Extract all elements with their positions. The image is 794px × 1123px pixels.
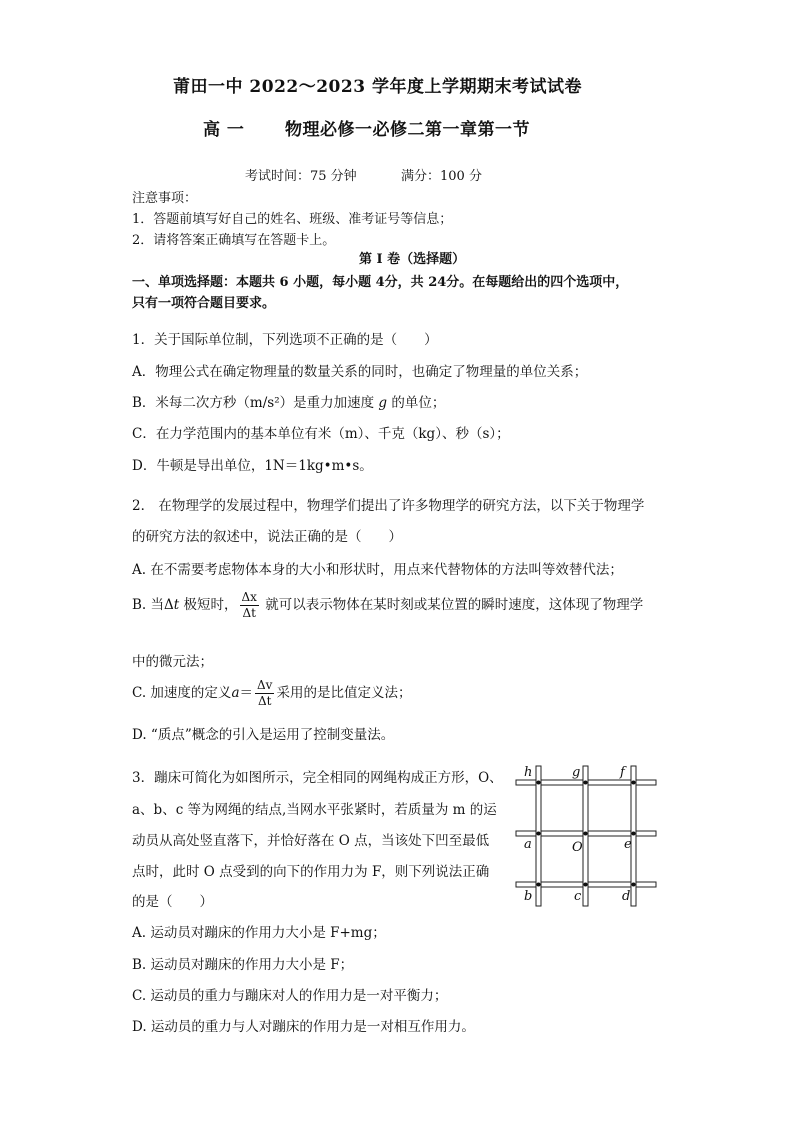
node-e — [632, 832, 636, 836]
q2-c-fraction: $\frac{\Delta v}{\Delta t}$ — [257, 678, 273, 708]
q3-stem-3: 动员从高处竖直落下，并恰好落在 O 点，当该处下凹至最低 — [132, 833, 490, 849]
label-h: h — [524, 765, 533, 780]
node-b — [537, 883, 541, 887]
node-o — [584, 832, 588, 836]
q3-stem-2: a、b、c 等为网绳的结点,当网水平张紧时，若质量为 m 的运 — [132, 802, 497, 818]
q3-stem-1: 3．蹦床可简化为如图所示，完全相同的网绳构成正方形，O、 — [132, 770, 503, 786]
q3-option-a: A. 运动员对蹦床的作用力大小是 F+mg； — [132, 925, 386, 941]
q2-stem-2: 的研究方法的叙述中，说法正确的是（ ） — [132, 529, 402, 545]
trampoline-net-figure — [510, 760, 660, 910]
q3-option-d: D. 运动员的重力与人对蹦床的作用力是一对相互作用力。 — [132, 1019, 475, 1035]
section-title: 第 I 卷（选择题） — [359, 252, 466, 267]
section-instruction-2: 只有一项符合题目要求。 — [132, 296, 276, 311]
label-a: a — [524, 837, 532, 852]
q3-stem-5: 的是（ ） — [132, 894, 213, 910]
notes-item-1: 1．答题前填写好自己的姓名、班级、准考证号等信息； — [132, 212, 453, 227]
label-c: c — [574, 889, 582, 904]
node-f — [632, 781, 636, 785]
q1-option-a: A．物理公式在确定物理量的数量关系的同时，也确定了物理量的单位关系； — [132, 364, 588, 380]
full-score: 满分：100 分 — [401, 169, 482, 184]
q2-option-c: C. 加速度的定义a＝ $\frac{\Delta v}{\Delta t}$ 采用的是比值定义法； — [132, 678, 412, 708]
q2-option-b-cont: 中的微元法； — [132, 654, 213, 670]
q2-option-d: D. “质点”概念的引入是运用了控制变量法。 — [132, 727, 395, 743]
label-g: g — [572, 765, 581, 780]
q1-option-b: B．米每二次方秒（m/s²）是重力加速度 g 的单位； — [132, 395, 446, 411]
q2-option-a: A. 在不需要考虑物体本身的大小和形状时，用点来代替物体的方法叫等效替代法； — [132, 562, 623, 578]
exam-title: 莆田一中 2022～2023 学年度上学期期末考试试卷 — [173, 77, 582, 97]
label-b: b — [524, 889, 533, 904]
q2-stem-1: 2． 在物理学的发展过程中，物理学们提出了许多物理学的研究方法，以下关于物理学 — [132, 498, 645, 514]
node-c — [584, 883, 588, 887]
grade-label: 高 一 — [203, 120, 245, 140]
node-g — [584, 781, 588, 785]
q1-option-d: D．牛顿是导出单位，1N＝1kg•m•s。 — [132, 458, 373, 474]
node-a — [537, 832, 541, 836]
q3-stem-4: 点时，此时 O 点受到的向下的作用力为 F，则下列说法正确 — [132, 864, 490, 880]
node-h — [537, 781, 541, 785]
q1-option-c: C．在力学范围内的基本单位有米（m）、千克（kg）、秒（s）； — [132, 426, 510, 442]
notes-heading: 注意事项： — [132, 191, 198, 206]
q1-stem: 1．关于国际单位制，下列选项不正确的是（ ） — [132, 332, 438, 348]
exam-time: 考试时间：75 分钟 — [245, 169, 357, 184]
node-d — [632, 883, 636, 887]
subject-label: 物理必修一必修二第一章第一节 — [285, 120, 530, 140]
q2-option-b: B. 当Δt 极短时， $\frac{\Delta x}{\Delta t}$ 就可以表示物体在某时刻或某位置的瞬时速度，这体现了物理学 — [132, 590, 644, 620]
q3-option-b: B. 运动员对蹦床的作用力大小是 F； — [132, 957, 354, 973]
label-o: O — [572, 840, 583, 855]
label-d: d — [622, 889, 631, 904]
notes-item-2: 2．请将答案正确填写在答题卡上。 — [132, 233, 336, 248]
q2-b-fraction: $\frac{\Delta x}{\Delta t}$ — [241, 590, 257, 620]
section-instruction-1: 一、单项选择题：本题共 6 小题，每小题 4分，共 24分。在每题给出的四个选项中， — [132, 275, 629, 290]
label-e: e — [624, 837, 632, 852]
label-f: f — [620, 765, 625, 780]
q3-option-c: C. 运动员的重力与蹦床对人的作用力是一对平衡力； — [132, 988, 448, 1004]
